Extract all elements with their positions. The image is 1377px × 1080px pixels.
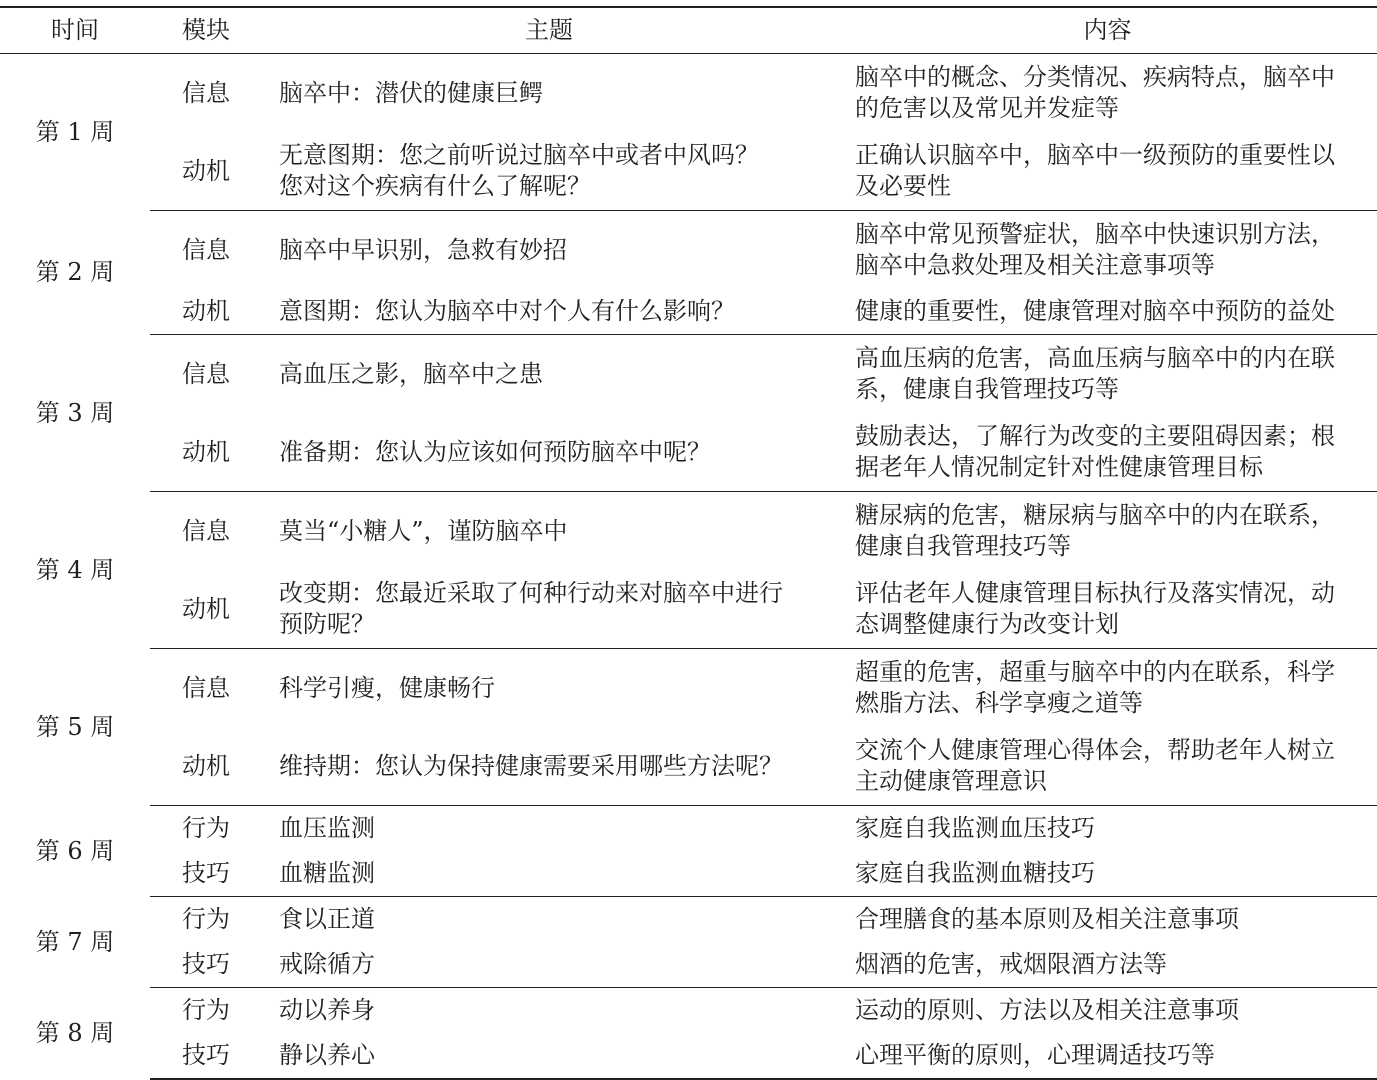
module-cell: 技巧 [150,1033,260,1079]
module-cell: 动机 [150,413,260,492]
topic-cell [260,132,838,211]
content-cell [838,1033,1377,1079]
week-cell: 第 7 周 [35,927,115,956]
topic-cell [260,988,838,1034]
content-cell [838,492,1377,571]
week-group [0,211,1377,335]
content-text: 脑卒中急救处理及相关注意事项等 [855,251,1215,279]
content-cell [838,289,1377,335]
header-row [0,7,1377,54]
module-cell: 动机 [150,132,260,211]
topic-text: 莫当“小糖人”，谨防脑卒中 [279,516,568,545]
table-row [0,988,1377,1034]
table-row [0,570,1377,649]
topic-text: 无意图期：您之前听说过脑卒中或者中风吗？ [279,141,759,169]
topic-text: 脑卒中：潜伏的健康巨鳄 [279,78,543,107]
header-content: 内容 [838,7,1377,54]
week-group [0,897,1377,988]
content-text: 正确认识脑卒中，脑卒中一级预防的重要性以 [855,141,1335,169]
topic-cell [260,851,838,897]
week-cell: 第 6 周 [35,836,115,865]
week-group [0,649,1377,806]
content-text: 糖尿病的危害，糖尿病与脑卒中的内在联系， [855,501,1335,529]
module-cell: 动机 [150,727,260,806]
topic-text: 血糖监测 [279,859,375,887]
week-group [0,492,1377,649]
content-text: 态调整健康行为改变计划 [855,610,1119,638]
topic-cell [260,413,838,492]
content-text: 的危害以及常见并发症等 [855,94,1119,122]
topic-cell [260,570,838,649]
module-cell: 信息 [182,359,230,388]
week-group [0,806,1377,897]
topic-text: 动以养身 [279,996,375,1024]
content-cell [838,727,1377,806]
content-text: 超重的危害，超重与脑卒中的内在联系，科学 [855,658,1335,686]
module-cell: 动机 [150,289,260,335]
table-row [0,54,1377,133]
topic-text: 准备期：您认为应该如何预防脑卒中呢？ [279,437,711,466]
content-cell [838,806,1377,852]
week-cell: 第 3 周 [35,398,115,427]
content-text: 主动健康管理意识 [855,767,1047,795]
module-cell: 信息 [182,516,230,545]
topic-cell [260,942,838,988]
content-text: 合理膳食的基本原则及相关注意事项 [855,905,1239,933]
module-cell: 行为 [182,996,230,1024]
table-row [0,132,1377,211]
content-cell [838,132,1377,211]
table-row [0,851,1377,897]
topic-text: 预防呢？ [279,610,375,638]
content-text: 心理平衡的原则，心理调适技巧等 [855,1041,1215,1069]
topic-text: 意图期：您认为脑卒中对个人有什么影响？ [279,297,735,325]
week-cell: 第 8 周 [35,1018,115,1047]
content-text: 交流个人健康管理心得体会，帮助老年人树立 [855,736,1335,764]
content-text: 运动的原则、方法以及相关注意事项 [855,996,1239,1024]
topic-text: 脑卒中早识别，急救有妙招 [279,235,567,264]
content-text: 家庭自我监测血压技巧 [855,814,1095,842]
topic-cell [260,289,838,335]
week-cell: 第 1 周 [35,117,115,146]
week-group [0,988,1377,1080]
content-text: 系，健康自我管理技巧等 [855,375,1119,403]
content-text: 健康的重要性，健康管理对脑卒中预防的益处 [855,297,1335,325]
module-cell: 行为 [182,814,230,842]
table-row [0,649,1377,728]
topic-cell [260,54,838,133]
module-cell: 信息 [182,235,230,264]
topic-text: 科学引瘦，健康畅行 [279,673,495,702]
topic-cell [260,1033,838,1079]
table-row [0,335,1377,414]
table-row [0,727,1377,806]
table-header [0,7,1377,54]
content-text: 脑卒中常见预警症状，脑卒中快速识别方法， [855,220,1335,248]
table-row [0,211,1377,290]
content-cell [838,942,1377,988]
week-group [0,54,1377,211]
content-text: 据老年人情况制定针对性健康管理目标 [855,453,1263,481]
content-cell [838,211,1377,290]
topic-cell [260,492,838,571]
content-cell [838,851,1377,897]
topic-text: 静以养心 [279,1041,375,1069]
table-row [0,942,1377,988]
week-cell: 第 4 周 [35,555,115,584]
content-text: 及必要性 [855,172,951,200]
module-cell: 信息 [182,673,230,702]
module-cell: 技巧 [150,851,260,897]
content-text: 健康自我管理技巧等 [855,532,1071,560]
content-text: 脑卒中的概念、分类情况、疾病特点，脑卒中 [855,63,1335,91]
content-cell [838,897,1377,943]
topic-cell [260,211,838,290]
content-text: 烟酒的危害，戒烟限酒方法等 [855,950,1167,978]
table-row [0,289,1377,335]
topic-text: 高血压之影，脑卒中之患 [279,359,543,388]
table-row [0,492,1377,571]
content-text: 鼓励表达，了解行为改变的主要阻碍因素；根 [855,422,1335,450]
topic-cell [260,335,838,414]
module-cell: 信息 [182,78,230,107]
week-cell: 第 5 周 [35,712,115,741]
content-text: 家庭自我监测血糖技巧 [855,859,1095,887]
content-cell [838,570,1377,649]
topic-text: 食以正道 [279,905,375,933]
intervention-schedule-table [0,6,1377,1080]
content-cell [838,988,1377,1034]
content-text: 评估老年人健康管理目标执行及落实情况，动 [855,579,1335,607]
topic-text: 您对这个疾病有什么了解呢？ [279,172,591,200]
topic-cell [260,806,838,852]
content-cell [838,649,1377,728]
table-row [0,413,1377,492]
content-cell [838,335,1377,414]
week-group [0,335,1377,492]
topic-cell [260,727,838,806]
content-text: 高血压病的危害，高血压病与脑卒中的内在联 [855,344,1335,372]
week-cell: 第 2 周 [35,258,115,286]
table-row [0,1033,1377,1079]
module-cell: 动机 [150,570,260,649]
module-cell: 行为 [182,905,230,933]
table-row [0,806,1377,852]
topic-text: 维持期：您认为保持健康需要采用哪些方法呢？ [279,751,783,780]
topic-text: 血压监测 [279,814,375,842]
header-topic: 主题 [260,7,838,54]
header-time: 时间 [0,7,150,54]
topic-text: 改变期：您最近采取了何种行动来对脑卒中进行 [279,579,783,607]
table-row [0,897,1377,943]
content-cell [838,54,1377,133]
module-cell: 技巧 [150,942,260,988]
topic-text: 戒除循方 [279,950,375,978]
content-text: 燃脂方法、科学享瘦之道等 [855,689,1143,717]
content-cell [838,413,1377,492]
header-module: 模块 [150,7,260,54]
topic-cell [260,897,838,943]
topic-cell [260,649,838,728]
